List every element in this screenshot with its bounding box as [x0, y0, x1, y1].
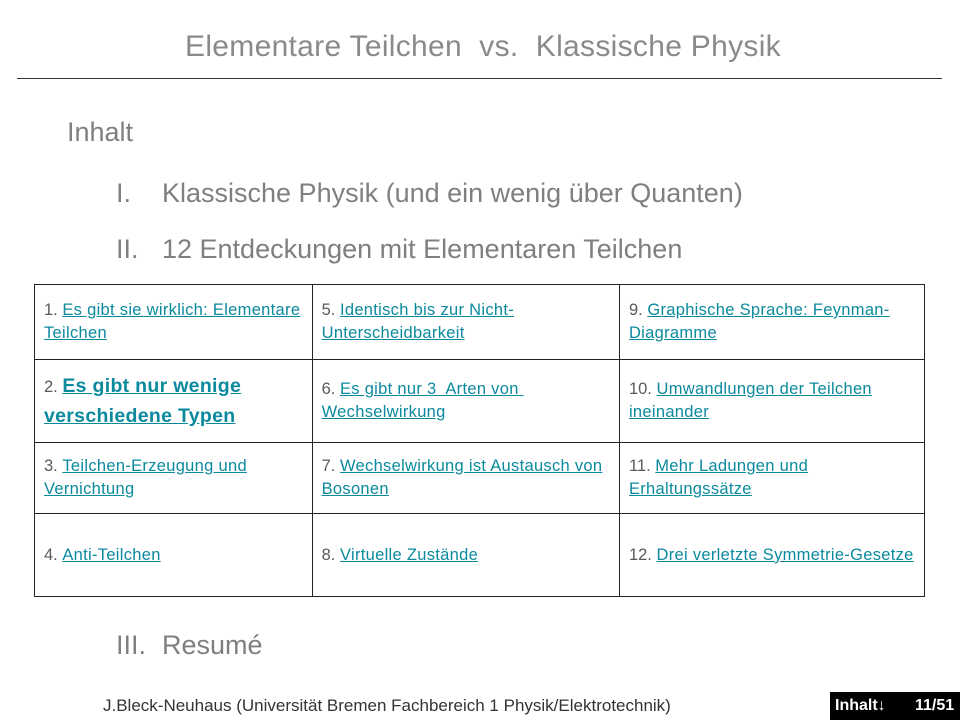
topic-cell-1 — [35, 285, 313, 360]
topic-number: 12. — [628, 545, 652, 564]
topic-cell-5 — [312, 285, 619, 360]
topic-link-7[interactable]: Wechselwirkung ist Austausch von Bosonen — [321, 457, 603, 498]
section-3 — [116, 630, 263, 661]
topic-link-9[interactable]: Graphische Sprache: Feynman-Diagramme — [628, 301, 890, 342]
topic-number: 5. — [321, 301, 336, 319]
topic-cell-8 — [312, 514, 619, 597]
topic-cell-9 — [619, 285, 924, 360]
topic-link-8[interactable]: Virtuelle Zustände — [339, 545, 479, 564]
topic-link-4[interactable]: Anti-Teilchen — [62, 545, 161, 564]
table-row — [35, 443, 925, 514]
contents-heading: Inhalt — [67, 117, 134, 147]
section-1 — [116, 178, 743, 209]
page-number: 11/51 — [915, 697, 955, 714]
topic-cell-11 — [619, 443, 924, 514]
topic-number: 2. — [44, 378, 58, 396]
topic-cell-6 — [312, 360, 619, 443]
topic-link-12[interactable]: Drei verletzte Symmetrie-Gesetze — [656, 545, 914, 564]
slide-title: Elementare Teilchen vs. Klassische Physik — [185, 30, 781, 63]
topic-number: 4. — [44, 545, 58, 564]
table-row — [35, 360, 925, 443]
topic-number: 6. — [321, 380, 336, 398]
topic-number: 11. — [628, 457, 651, 475]
section-2 — [116, 234, 682, 265]
topic-number: 9. — [628, 301, 643, 319]
topic-cell-2 — [35, 360, 313, 443]
section-1-numeral: I. — [116, 178, 132, 208]
topic-cell-12 — [619, 514, 924, 597]
topic-cell-10 — [619, 360, 924, 443]
topic-link-5[interactable]: Identisch bis zur Nicht-Unterscheidbarkeit — [321, 301, 515, 342]
topic-link-10[interactable]: Umwandlungen der Teilchen ineinander — [628, 380, 872, 421]
topic-number: 3. — [44, 457, 58, 475]
footer-author: J.Bleck-Neuhaus (Universität Bremen Fachbereich 1 Physik/Elektrotechnik) — [103, 696, 671, 715]
title-divider — [17, 78, 942, 79]
table-row — [35, 285, 925, 360]
section-1-label: Klassische Physik (und ein wenig über Quanten) — [162, 178, 743, 208]
topic-number: 7. — [321, 457, 336, 475]
topic-link-11[interactable]: Mehr Ladungen und Erhaltungssätze — [628, 457, 809, 498]
topic-number: 8. — [321, 545, 336, 564]
footer-navigation — [830, 692, 960, 720]
section-2-numeral: II. — [116, 234, 139, 264]
topic-cell-3 — [35, 443, 313, 514]
topic-link-6[interactable]: Es gibt nur 3 Arten von Wechselwirkung — [321, 380, 524, 421]
topic-link-1[interactable]: Es gibt sie wirklich: Elementare Teilchen — [44, 301, 301, 342]
topic-cell-7 — [312, 443, 619, 514]
section-3-label: Resumé — [162, 630, 263, 660]
section-3-numeral: III. — [116, 630, 147, 660]
topic-link-3[interactable]: Teilchen-Erzeugung und Vernichtung — [44, 457, 247, 498]
table-row — [35, 514, 925, 597]
topic-cell-4 — [35, 514, 313, 597]
topic-number: 1. — [44, 301, 58, 319]
contents-nav-button[interactable]: Inhalt↓ — [835, 697, 886, 714]
slide-footer — [0, 691, 960, 720]
topic-link-2[interactable]: Es gibt nur wenige verschiedene Typen — [44, 375, 242, 427]
topic-number: 10. — [628, 380, 652, 398]
section-2-label: 12 Entdeckungen mit Elementaren Teilchen — [162, 234, 683, 264]
topics-table — [34, 284, 925, 597]
